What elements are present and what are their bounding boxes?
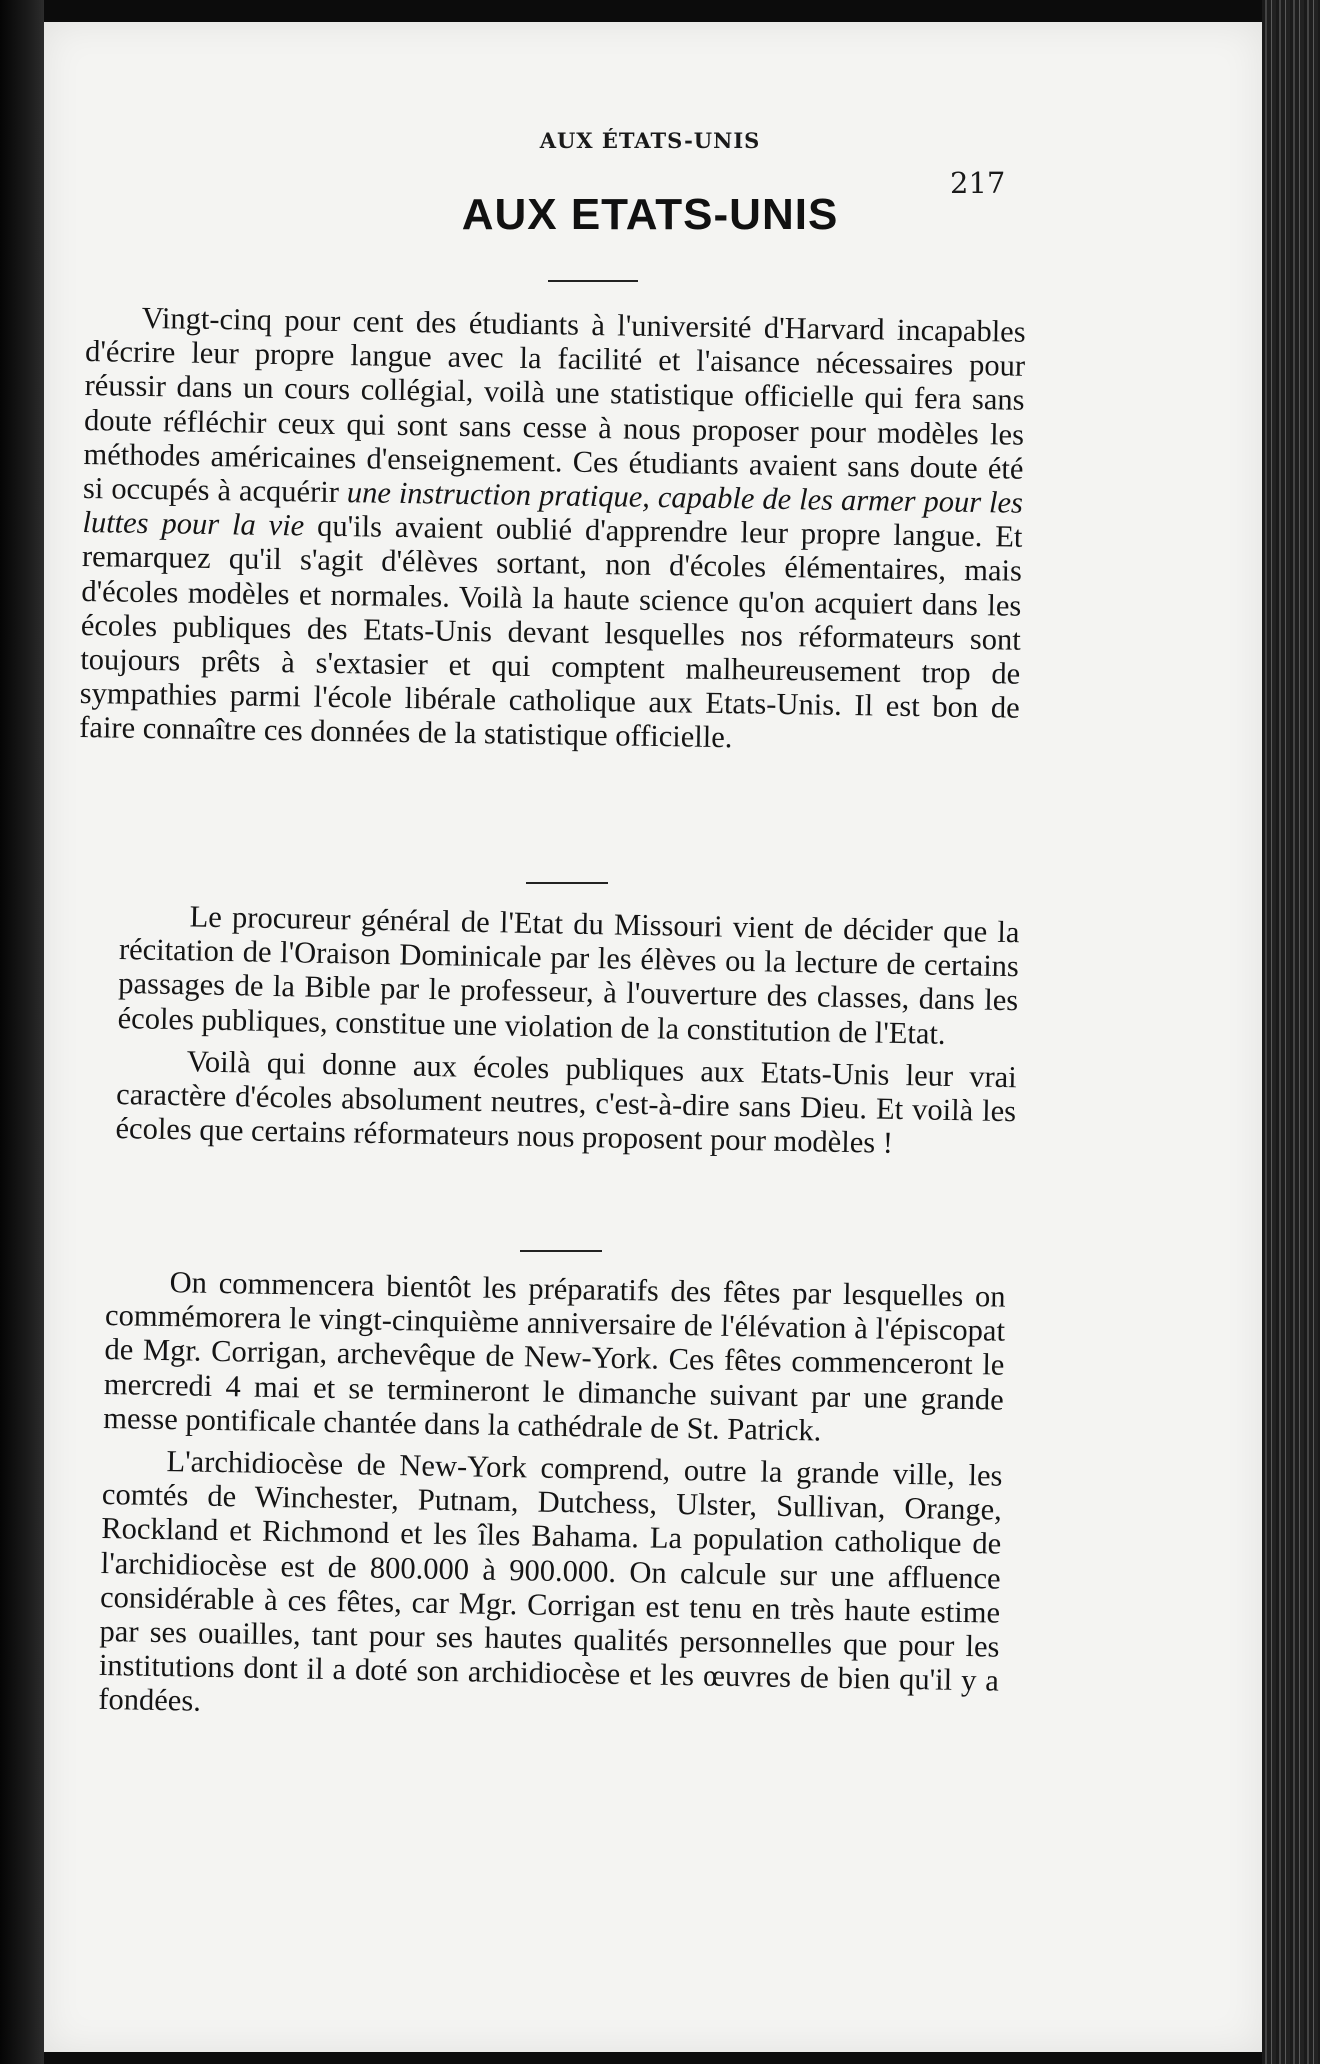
book-left-edge [0,0,44,2064]
paragraph: On commencera bientôt les préparatifs des fêtes par lesquelles on commémorera le vingt-cinquième anniversaire de l'élévation à l'épiscopat de Mgr. Corrigan, archevêque de New-York. Ces fêtes commenceront le mercredi 4 mai et se termineront le dimanche suivant par une grande messe pontificale chantée dans la cathédrale de St. Patrick. [103,1265,1006,1448]
section-harvard [79,300,1026,759]
paragraph-text: Vingt-cinq pour cent des étudiants à l'université d'Harvard incapables d'écrire leur propre langue avec la facilité et l'aisance nécessaires pour réussir dans un cours collégial, voilà une statistique officielle qui fera sans doute réfléchir ceux qui sont sans cesse à nous proposer pour modèles les méthodes américaines d'enseignement. Ces étudiants avaient sans doute été si occupés à acquérir [82,300,1026,510]
paragraph-text: qu'ils avaient oublié d'apprendre leur propre langue. Et remarquez qu'il s'agit d'élèves sortant, non d'écoles élémentaires, mais d'écoles modèles et normales. Voilà la haute science qu'on acquiert dans les écoles publiques des Etats-Unis devant lesquelles nos réformateurs sont toujours prêts à s'extasier et qui comptent malheureusement trop de sympathies parmi l'école libérale catholique aux Etats-Unis. Il est bon de faire connaître ces données de la statistique officielle. [79,508,1023,755]
section-rule [520,1250,602,1252]
paragraph: Voilà qui donne aux écoles publiques aux Etats-Unis leur vrai caractère d'écoles absolument neutres, c'est-à-dire sans Dieu. Et voilà les écoles que certains réformateurs nous proposent pour modèles ! [115,1044,1018,1161]
article-title: AUX ETATS-UNIS [461,190,839,239]
section-corrigan [98,1264,1006,1732]
section-rule [526,882,608,884]
italic-phrase: une instruction pratique, capable de les armer pour les luttes pour la vie [82,475,1024,543]
book-spine-edge [1262,0,1320,2064]
paragraph [79,300,1026,759]
paragraph: L'archidiocèse de New-York comprend, outre la grande ville, les comtés de Winchester, Putnam, Dutchess, Ulster, Sullivan, Orange, Rockland et Richmond et les îles Bahama. La population catholique de l'archidiocèse est de 800.000 à 900.000. On calcule sur une affluence considérable à ces fêtes, car Mgr. Corrigan est tenu en très haute estime par ses ouailles, tant pour ses hautes qualités personnelles que pour les institutions dont il a doté son archidiocèse et les œuvres de bien qu'il y a fondées. [98,1444,1003,1719]
paragraph: Le procureur général de l'Etat du Missouri vient de décider que la récitation de l'Oraison Dominicale par les élèves ou la lecture de certains passages de la Bible par le professeur, à l'ouverture des classes, dans les écoles publiques, constitue une violation de la constitution de l'Etat. [117,899,1020,1051]
running-head: AUX ÉTATS-UNIS [539,128,761,153]
section-missouri [115,898,1020,1163]
title-rule [548,280,638,282]
page-number: 217 [950,166,1006,200]
